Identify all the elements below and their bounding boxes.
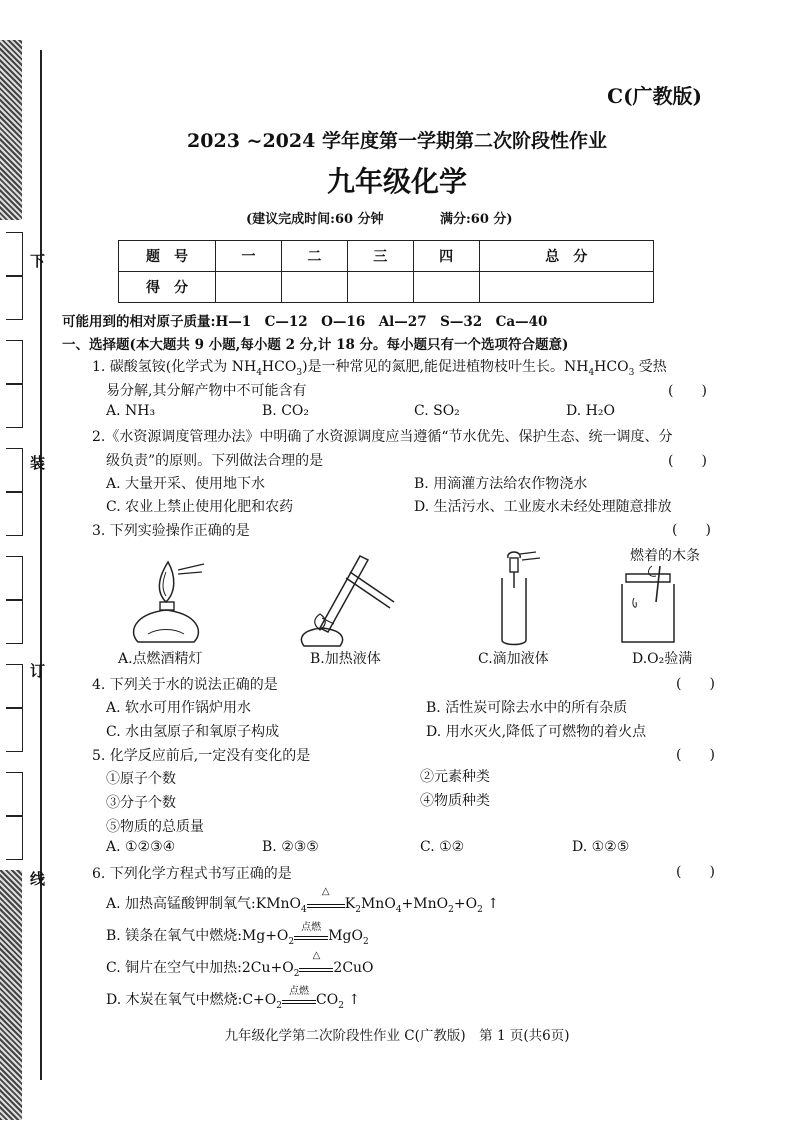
option: A. 软水可用作锅炉用水 bbox=[106, 700, 252, 716]
question-5-stem: 5. 化学反应前后,一定没有变化的是 bbox=[92, 748, 311, 764]
option: B. 活性炭可除去水中的所有杂质 bbox=[426, 700, 628, 716]
figure-caption: A.点燃酒精灯 bbox=[118, 651, 203, 667]
answer-blank[interactable]: ( ) bbox=[668, 383, 707, 399]
adding-drops-illustration bbox=[488, 548, 548, 648]
answer-blank[interactable]: ( ) bbox=[672, 522, 711, 538]
binding-char: 线 bbox=[30, 870, 46, 888]
binding-char: 下 bbox=[30, 252, 46, 270]
reaction-condition: △ bbox=[321, 886, 330, 897]
binding-box bbox=[6, 384, 23, 428]
option: D. H₂O bbox=[566, 403, 615, 419]
time-note: (建议完成时间:60 分钟 bbox=[246, 212, 384, 227]
score-table-cell: 一 bbox=[216, 241, 282, 272]
question-3-stem: 3. 下列实验操作正确的是 bbox=[92, 523, 250, 539]
edition-label: C(广教版) bbox=[607, 84, 702, 108]
option: C. SO₂ bbox=[414, 403, 460, 419]
series-title: 2023 ~2024 学年度第一学期第二次阶段性作业 bbox=[187, 130, 607, 152]
question-1-stem: 1. 碳酸氢铵(化学式为 $NH_4HCO_3$)是一种常见的氮肥,能促进植物枝叶生长。$NH_4HCO_3$ 受热 bbox=[92, 359, 667, 378]
binding-box bbox=[6, 772, 23, 816]
question-4-stem: 4. 下列关于水的说法正确的是 bbox=[92, 677, 278, 693]
option: D. ①②⑤ bbox=[572, 839, 630, 855]
figure-label: 燃着的木条 bbox=[630, 548, 700, 564]
atomic-masses: 可能用到的相对原子质量:H—1 C—12 O—16 Al—27 S—32 Ca—40 bbox=[62, 314, 548, 330]
option: D. 用水灭火,降低了可燃物的着火点 bbox=[426, 724, 647, 740]
answer-blank[interactable]: ( ) bbox=[676, 676, 715, 692]
score-table-cell: 二 bbox=[281, 241, 347, 272]
option: D. 生活污水、工业废水未经处理随意排放 bbox=[414, 499, 672, 515]
score-table-cell: 四 bbox=[413, 241, 479, 272]
page-title: 九年级化学 bbox=[326, 165, 467, 198]
binding-char: 订 bbox=[30, 662, 46, 680]
score-input[interactable] bbox=[413, 272, 479, 303]
score-table-cell: 三 bbox=[347, 241, 413, 272]
score-table-cell: 总 分 bbox=[479, 241, 653, 272]
binding-box bbox=[6, 492, 23, 536]
heating-liquid-illustration bbox=[290, 548, 400, 648]
option: C. ①② bbox=[420, 839, 465, 855]
oxygen-test-illustration bbox=[612, 562, 684, 644]
binding-box bbox=[6, 816, 23, 860]
binding-box bbox=[6, 448, 23, 492]
equation-option-a: A. 加热高锰酸钾制氧气:KMnO$_4$ △ $K_2MnO_4+MnO_2+O_2$ ↑ bbox=[106, 886, 499, 915]
binding-box bbox=[6, 600, 23, 644]
equation-option-d: D. 木炭在氧气中燃烧$:C+O_2$ 点燃 $CO_2$ ↑ bbox=[106, 989, 360, 1011]
reaction-condition: 点燃 bbox=[301, 922, 322, 933]
score-table-cell: 得 分 bbox=[119, 272, 216, 303]
figure-caption: D.O₂验满 bbox=[632, 651, 693, 667]
binding-box bbox=[6, 664, 23, 708]
score-input[interactable] bbox=[479, 272, 653, 303]
binding-box bbox=[6, 276, 23, 320]
section-title: 一、选择题(本大题共 9 小题,每小题 2 分,计 18 分。每小题只有一个选项符合题意) bbox=[62, 337, 569, 353]
figure-caption: C.滴加液体 bbox=[478, 651, 549, 667]
statement-item: ④物质种类 bbox=[420, 793, 490, 809]
option: B. 用滴灌方法给农作物浇水 bbox=[414, 476, 588, 492]
score-table-cell: 题 号 bbox=[119, 241, 216, 272]
statement-item: ①原子个数 bbox=[106, 771, 176, 787]
binding-box bbox=[6, 708, 23, 752]
binding-line bbox=[40, 50, 42, 1080]
reaction-condition: 点燃 bbox=[289, 986, 309, 997]
question-1-stem-line2: 易分解,其分解产物中不可能含有 bbox=[106, 383, 307, 399]
answer-blank[interactable]: ( ) bbox=[676, 864, 715, 880]
option: B. CO₂ bbox=[262, 403, 309, 419]
equation-option-b: B. 镁条在氧气中燃烧$:Mg+O_2$ 点燃 MgO$_2$ bbox=[106, 925, 369, 947]
statement-item: ②元素种类 bbox=[420, 769, 490, 785]
answer-blank[interactable]: ( ) bbox=[676, 747, 715, 763]
score-input[interactable] bbox=[347, 272, 413, 303]
option: C. 农业上禁止使用化肥和农药 bbox=[106, 499, 294, 515]
alcohol-lamp-illustration bbox=[118, 558, 214, 650]
score-table bbox=[118, 240, 654, 303]
score-input[interactable] bbox=[216, 272, 282, 303]
option: A. 大量开采、使用地下水 bbox=[106, 476, 266, 492]
binding-box bbox=[6, 556, 23, 600]
score-note: 满分:60 分) bbox=[440, 212, 513, 227]
option: A. ①②③④ bbox=[106, 839, 176, 855]
statement-item: ③分子个数 bbox=[106, 795, 176, 811]
margin-pattern bbox=[0, 870, 22, 1120]
question-2-stem-line2: 级负责”的原则。下列做法合理的是 bbox=[106, 453, 324, 469]
reaction-condition: △ bbox=[312, 950, 321, 961]
score-input[interactable] bbox=[281, 272, 347, 303]
binding-char: 装 bbox=[30, 454, 46, 472]
question-6-stem: 6. 下列化学方程式书写正确的是 bbox=[92, 866, 292, 882]
question-2-stem: 2.《水资源调度管理办法》中明确了水资源调度应当遵循“节水优先、保护生态、统一调度、分 bbox=[92, 429, 673, 445]
option: C. 水由氢原子和氧原子构成 bbox=[106, 724, 280, 740]
equation-option-c: C. 铜片在空气中加热$:2Cu+O_2$ △ 2CuO bbox=[106, 950, 374, 979]
binding-box bbox=[6, 340, 23, 384]
binding-box bbox=[6, 232, 23, 276]
statement-item: ⑤物质的总质量 bbox=[106, 819, 204, 835]
option: B. ②③⑤ bbox=[262, 839, 319, 855]
page-footer: 九年级化学第二次阶段性作业 C(广教版) 第 1 页(共6页) bbox=[224, 1028, 570, 1044]
figure-caption: B.加热液体 bbox=[310, 651, 381, 667]
answer-blank[interactable]: ( ) bbox=[668, 453, 707, 469]
option: A. NH₃ bbox=[106, 403, 156, 419]
